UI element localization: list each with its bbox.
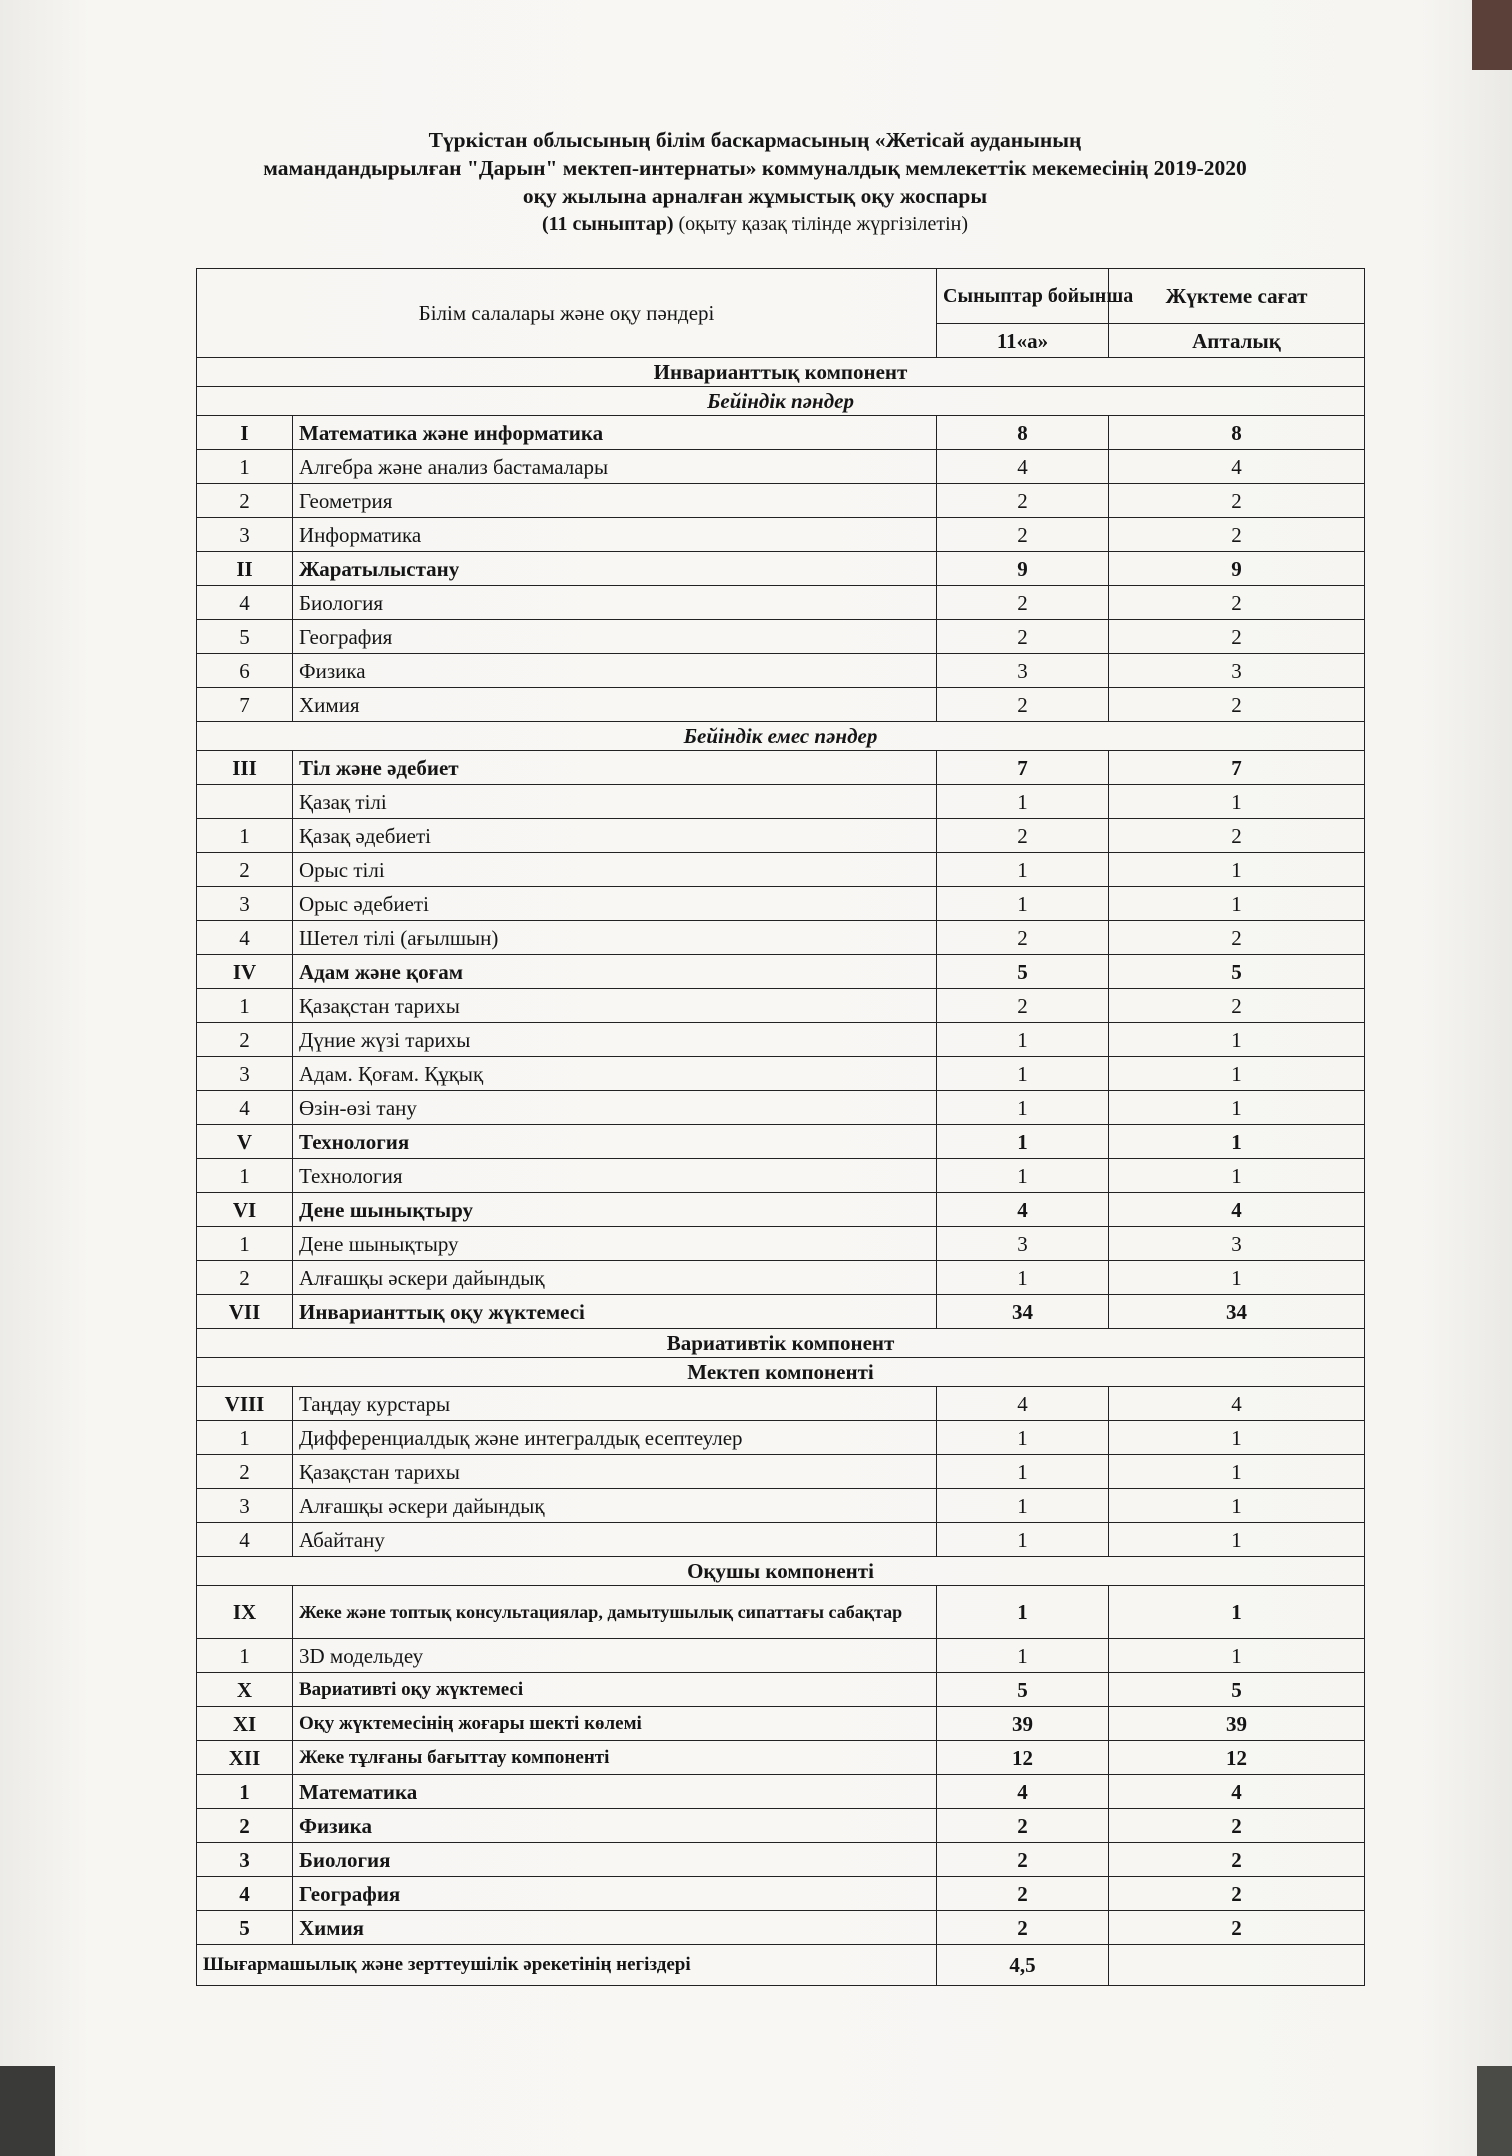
weekly-hours: 1 xyxy=(1109,887,1365,921)
weekly-hours: 1 xyxy=(1109,1261,1365,1295)
table-row xyxy=(197,1877,1365,1911)
row-number: 2 xyxy=(197,484,293,518)
table-row xyxy=(197,620,1365,654)
table-row xyxy=(197,1523,1365,1557)
subject-name: География xyxy=(293,1877,937,1911)
table-row xyxy=(197,1091,1365,1125)
subject-name: Жеке және топтық консультациялар, дамытушылық сипаттағы сабақтар xyxy=(293,1586,937,1639)
section-invariant xyxy=(197,358,1365,387)
subject-name: География xyxy=(293,620,937,654)
table-row xyxy=(197,518,1365,552)
table-row xyxy=(197,1023,1365,1057)
row-number: IX xyxy=(197,1586,293,1639)
table-row xyxy=(197,586,1365,620)
weekly-hours: 2 xyxy=(1109,819,1365,853)
class-hours: 1 xyxy=(937,1023,1109,1057)
row-number: XII xyxy=(197,1741,293,1775)
weekly-hours: 1 xyxy=(1109,1489,1365,1523)
table-row xyxy=(197,688,1365,722)
row-number: VIII xyxy=(197,1387,293,1421)
subject-name: Информатика xyxy=(293,518,937,552)
subject-name: Алғашқы әскери дайындық xyxy=(293,1489,937,1523)
table-row xyxy=(197,1639,1365,1673)
row-number: 3 xyxy=(197,1489,293,1523)
weekly-hours: 2 xyxy=(1109,1809,1365,1843)
document-heading xyxy=(150,126,1360,238)
class-hours: 1 xyxy=(937,1523,1109,1557)
row-number: VI xyxy=(197,1193,293,1227)
table-row xyxy=(197,484,1365,518)
table-row xyxy=(197,853,1365,887)
subject-name: Қазақстан тарихы xyxy=(293,989,937,1023)
class-hours: 4 xyxy=(937,1775,1109,1809)
subject-name: Оқу жүктемесінің жоғары шекті көлемі xyxy=(293,1707,937,1741)
class-hours: 2 xyxy=(937,819,1109,853)
weekly-hours: 4 xyxy=(1109,1775,1365,1809)
class-hours: 1 xyxy=(937,1057,1109,1091)
row-number: 1 xyxy=(197,450,293,484)
table-row xyxy=(197,1586,1365,1639)
subject-name: Физика xyxy=(293,1809,937,1843)
weekly-hours: 7 xyxy=(1109,751,1365,785)
curriculum-table xyxy=(196,268,1365,1986)
row-number: 1 xyxy=(197,989,293,1023)
subject-name: Қазақ тілі xyxy=(293,785,937,819)
subject-name: Химия xyxy=(293,688,937,722)
row-number: 4 xyxy=(197,586,293,620)
heading-line-3: оқу жылына арналған жұмыстық оқу жоспары xyxy=(522,184,988,208)
weekly-hours: 1 xyxy=(1109,1057,1365,1091)
class-hours: 2 xyxy=(937,518,1109,552)
weekly-hours: 2 xyxy=(1109,484,1365,518)
class-hours: 1 xyxy=(937,1455,1109,1489)
row-number: 3 xyxy=(197,1843,293,1877)
section-title: Вариативтік компонент xyxy=(197,1329,1365,1358)
subject-name: Биология xyxy=(293,1843,937,1877)
heading-language-note: (оқыту қазақ тілінде жүргізілетін) xyxy=(678,213,969,235)
row-number: 4 xyxy=(197,1877,293,1911)
subject-name: Дене шынықтыру xyxy=(293,1193,937,1227)
section-title: Бейіндік пәндер xyxy=(197,387,1365,416)
class-hours: 9 xyxy=(937,552,1109,586)
weekly-hours: 12 xyxy=(1109,1741,1365,1775)
class-hours: 34 xyxy=(937,1295,1109,1329)
table-row xyxy=(197,1057,1365,1091)
subject-name: Орыс тілі xyxy=(293,853,937,887)
header-weekly: Апталық xyxy=(1109,324,1365,358)
subject-name: Химия xyxy=(293,1911,937,1945)
section-title: Бейіндік емес пәндер xyxy=(197,722,1365,751)
class-hours: 12 xyxy=(937,1741,1109,1775)
class-hours: 1 xyxy=(937,1091,1109,1125)
table-row xyxy=(197,819,1365,853)
row-number: 1 xyxy=(197,1421,293,1455)
table-row xyxy=(197,1741,1365,1775)
row-number: II xyxy=(197,552,293,586)
row-number: 1 xyxy=(197,1159,293,1193)
weekly-hours: 5 xyxy=(1109,1673,1365,1707)
subject-name: Орыс әдебиеті xyxy=(293,887,937,921)
class-hours: 39 xyxy=(937,1707,1109,1741)
section-row xyxy=(197,1329,1365,1358)
weekly-hours: 1 xyxy=(1109,1639,1365,1673)
row-number: 1 xyxy=(197,1227,293,1261)
class-hours: 4,5 xyxy=(937,1945,1109,1986)
row-number: IV xyxy=(197,955,293,989)
subject-name: Математика және информатика xyxy=(293,416,937,450)
section-core xyxy=(197,387,1365,416)
subject-name: Өзін-өзі тану xyxy=(293,1091,937,1125)
table-row xyxy=(197,1295,1365,1329)
table-row xyxy=(197,1809,1365,1843)
class-hours: 4 xyxy=(937,450,1109,484)
photo-edge-bottom-right xyxy=(1477,2066,1512,2156)
row-number: 5 xyxy=(197,1911,293,1945)
subject-name: Дүние жүзі тарихы xyxy=(293,1023,937,1057)
row-number: 2 xyxy=(197,853,293,887)
table-row xyxy=(197,1455,1365,1489)
weekly-hours: 1 xyxy=(1109,1421,1365,1455)
table-row xyxy=(197,1193,1365,1227)
header-class-11a: 11«а» xyxy=(937,324,1109,358)
subject-name: Қазақ әдебиеті xyxy=(293,819,937,853)
class-hours: 2 xyxy=(937,586,1109,620)
subject-name: Жаратылыстану xyxy=(293,552,937,586)
row-number: X xyxy=(197,1673,293,1707)
subject-name: Тіл және әдебиет xyxy=(293,751,937,785)
table-row xyxy=(197,1707,1365,1741)
class-hours: 2 xyxy=(937,1843,1109,1877)
row-number: 1 xyxy=(197,1775,293,1809)
table-row xyxy=(197,1387,1365,1421)
class-hours: 1 xyxy=(937,1586,1109,1639)
table-row xyxy=(197,1421,1365,1455)
weekly-hours: 2 xyxy=(1109,1911,1365,1945)
subject-name: Шетел тілі (ағылшын) xyxy=(293,921,937,955)
subject-name: Дифференциалдық және интегралдық есептеулер xyxy=(293,1421,937,1455)
class-hours: 1 xyxy=(937,1421,1109,1455)
class-hours: 2 xyxy=(937,1911,1109,1945)
table-row xyxy=(197,1775,1365,1809)
weekly-hours: 4 xyxy=(1109,450,1365,484)
weekly-hours: 1 xyxy=(1109,1159,1365,1193)
table-row xyxy=(197,751,1365,785)
weekly-hours: 1 xyxy=(1109,1523,1365,1557)
row-number: VII xyxy=(197,1295,293,1329)
table-row xyxy=(197,450,1365,484)
table-row xyxy=(197,552,1365,586)
row-number: 1 xyxy=(197,819,293,853)
class-hours: 1 xyxy=(937,1159,1109,1193)
weekly-hours: 1 xyxy=(1109,1455,1365,1489)
row-number: III xyxy=(197,751,293,785)
row-number: 5 xyxy=(197,620,293,654)
subject-name: Геометрия xyxy=(293,484,937,518)
heading-line-4 xyxy=(150,210,1360,238)
header-subjects: Білім салалары және оқу пәндері xyxy=(197,269,937,358)
row-number: 2 xyxy=(197,1455,293,1489)
subject-name: Таңдау курстары xyxy=(293,1387,937,1421)
photo-edge-bottom-left xyxy=(0,2066,55,2156)
row-number xyxy=(197,785,293,819)
class-hours: 2 xyxy=(937,1809,1109,1843)
row-number: 7 xyxy=(197,688,293,722)
class-hours: 2 xyxy=(937,989,1109,1023)
weekly-hours: 4 xyxy=(1109,1387,1365,1421)
section-row xyxy=(197,1557,1365,1586)
section-title: Мектеп компоненті xyxy=(197,1358,1365,1387)
class-hours: 2 xyxy=(937,620,1109,654)
heading-line-1: Түркістан облысының білім баскармасының «Жетісай ауданының xyxy=(428,128,1082,152)
subject-name: Қазақстан тарихы xyxy=(293,1455,937,1489)
table-row xyxy=(197,1673,1365,1707)
section-title: Оқушы компоненті xyxy=(197,1557,1365,1586)
table-row xyxy=(197,1227,1365,1261)
weekly-hours: 2 xyxy=(1109,1877,1365,1911)
photo-edge-top-right xyxy=(1472,0,1512,70)
curriculum-table-body xyxy=(197,269,1365,1986)
header-load: Жүктеме сағат xyxy=(1109,269,1365,324)
table-row-final xyxy=(197,1945,1365,1986)
weekly-hours: 9 xyxy=(1109,552,1365,586)
weekly-hours: 1 xyxy=(1109,785,1365,819)
subject-name: Адам және қоғам xyxy=(293,955,937,989)
row-number: 2 xyxy=(197,1261,293,1295)
weekly-hours: 2 xyxy=(1109,989,1365,1023)
table-row xyxy=(197,654,1365,688)
subject-name: Технология xyxy=(293,1159,937,1193)
row-number: I xyxy=(197,416,293,450)
class-hours: 4 xyxy=(937,1193,1109,1227)
row-number: 4 xyxy=(197,921,293,955)
class-hours: 3 xyxy=(937,1227,1109,1261)
weekly-hours: 2 xyxy=(1109,620,1365,654)
table-row xyxy=(197,955,1365,989)
weekly-hours xyxy=(1109,1945,1365,1986)
table-row xyxy=(197,989,1365,1023)
weekly-hours: 34 xyxy=(1109,1295,1365,1329)
section-row xyxy=(197,722,1365,751)
heading-class-label: (11 сыныптар) xyxy=(541,213,674,235)
class-hours: 1 xyxy=(937,887,1109,921)
class-hours: 1 xyxy=(937,1639,1109,1673)
header-row-1 xyxy=(197,269,1365,324)
subject-name: 3D модельдеу xyxy=(293,1639,937,1673)
class-hours: 2 xyxy=(937,688,1109,722)
table-row xyxy=(197,1125,1365,1159)
weekly-hours: 2 xyxy=(1109,688,1365,722)
subject-name: Технология xyxy=(293,1125,937,1159)
table-row xyxy=(197,1911,1365,1945)
subject-name: Дене шынықтыру xyxy=(293,1227,937,1261)
row-number: 1 xyxy=(197,1639,293,1673)
header-classes: Сыныптар бойынша xyxy=(937,269,1109,324)
class-hours: 1 xyxy=(937,1489,1109,1523)
table-row xyxy=(197,785,1365,819)
class-hours: 1 xyxy=(937,785,1109,819)
weekly-hours: 1 xyxy=(1109,1023,1365,1057)
weekly-hours: 39 xyxy=(1109,1707,1365,1741)
row-number: 3 xyxy=(197,887,293,921)
row-number: 4 xyxy=(197,1091,293,1125)
weekly-hours: 1 xyxy=(1109,1125,1365,1159)
row-number: XI xyxy=(197,1707,293,1741)
subject-name: Вариативті оқу жүктемесі xyxy=(293,1673,937,1707)
table-row xyxy=(197,921,1365,955)
weekly-hours: 8 xyxy=(1109,416,1365,450)
class-hours: 2 xyxy=(937,1877,1109,1911)
row-number: V xyxy=(197,1125,293,1159)
weekly-hours: 2 xyxy=(1109,518,1365,552)
subject-name: Физика xyxy=(293,654,937,688)
table-row xyxy=(197,1843,1365,1877)
class-hours: 2 xyxy=(937,921,1109,955)
class-hours: 8 xyxy=(937,416,1109,450)
subject-name: Адам. Қоғам. Құқық xyxy=(293,1057,937,1091)
table-row xyxy=(197,1261,1365,1295)
class-hours: 5 xyxy=(937,955,1109,989)
table-row xyxy=(197,1489,1365,1523)
class-hours: 3 xyxy=(937,654,1109,688)
table-row xyxy=(197,1159,1365,1193)
row-number: 2 xyxy=(197,1023,293,1057)
table-row xyxy=(197,416,1365,450)
weekly-hours: 2 xyxy=(1109,1843,1365,1877)
weekly-hours: 2 xyxy=(1109,586,1365,620)
section-title: Инварианттық компонент xyxy=(197,358,1365,387)
subject-name: Алгебра және анализ бастамалары xyxy=(293,450,937,484)
subject-name: Инварианттық оқу жүктемесі xyxy=(293,1295,937,1329)
subject-name: Шығармашылық және зерттеушілік әрекетінің негіздері xyxy=(197,1945,937,1986)
weekly-hours: 4 xyxy=(1109,1193,1365,1227)
class-hours: 1 xyxy=(937,853,1109,887)
weekly-hours: 1 xyxy=(1109,853,1365,887)
weekly-hours: 5 xyxy=(1109,955,1365,989)
row-number: 3 xyxy=(197,1057,293,1091)
weekly-hours: 2 xyxy=(1109,921,1365,955)
row-number: 6 xyxy=(197,654,293,688)
subject-name: Биология xyxy=(293,586,937,620)
weekly-hours: 1 xyxy=(1109,1091,1365,1125)
class-hours: 5 xyxy=(937,1673,1109,1707)
class-hours: 1 xyxy=(937,1261,1109,1295)
class-hours: 2 xyxy=(937,484,1109,518)
row-number: 2 xyxy=(197,1809,293,1843)
class-hours: 7 xyxy=(937,751,1109,785)
class-hours: 4 xyxy=(937,1387,1109,1421)
row-number: 4 xyxy=(197,1523,293,1557)
table-row xyxy=(197,887,1365,921)
subject-name: Математика xyxy=(293,1775,937,1809)
heading-line-2: мамандандырылған "Дарын" мектеп-интернаты» коммуналдық мемлекеттік мекемесінің 2019-2020 xyxy=(263,156,1247,180)
weekly-hours: 1 xyxy=(1109,1586,1365,1639)
weekly-hours: 3 xyxy=(1109,1227,1365,1261)
subject-name: Алғашқы әскери дайындық xyxy=(293,1261,937,1295)
class-hours: 1 xyxy=(937,1125,1109,1159)
row-number: 3 xyxy=(197,518,293,552)
subject-name: Абайтану xyxy=(293,1523,937,1557)
weekly-hours: 3 xyxy=(1109,654,1365,688)
subject-name: Жеке тұлғаны бағыттау компоненті xyxy=(293,1741,937,1775)
section-row xyxy=(197,1358,1365,1387)
